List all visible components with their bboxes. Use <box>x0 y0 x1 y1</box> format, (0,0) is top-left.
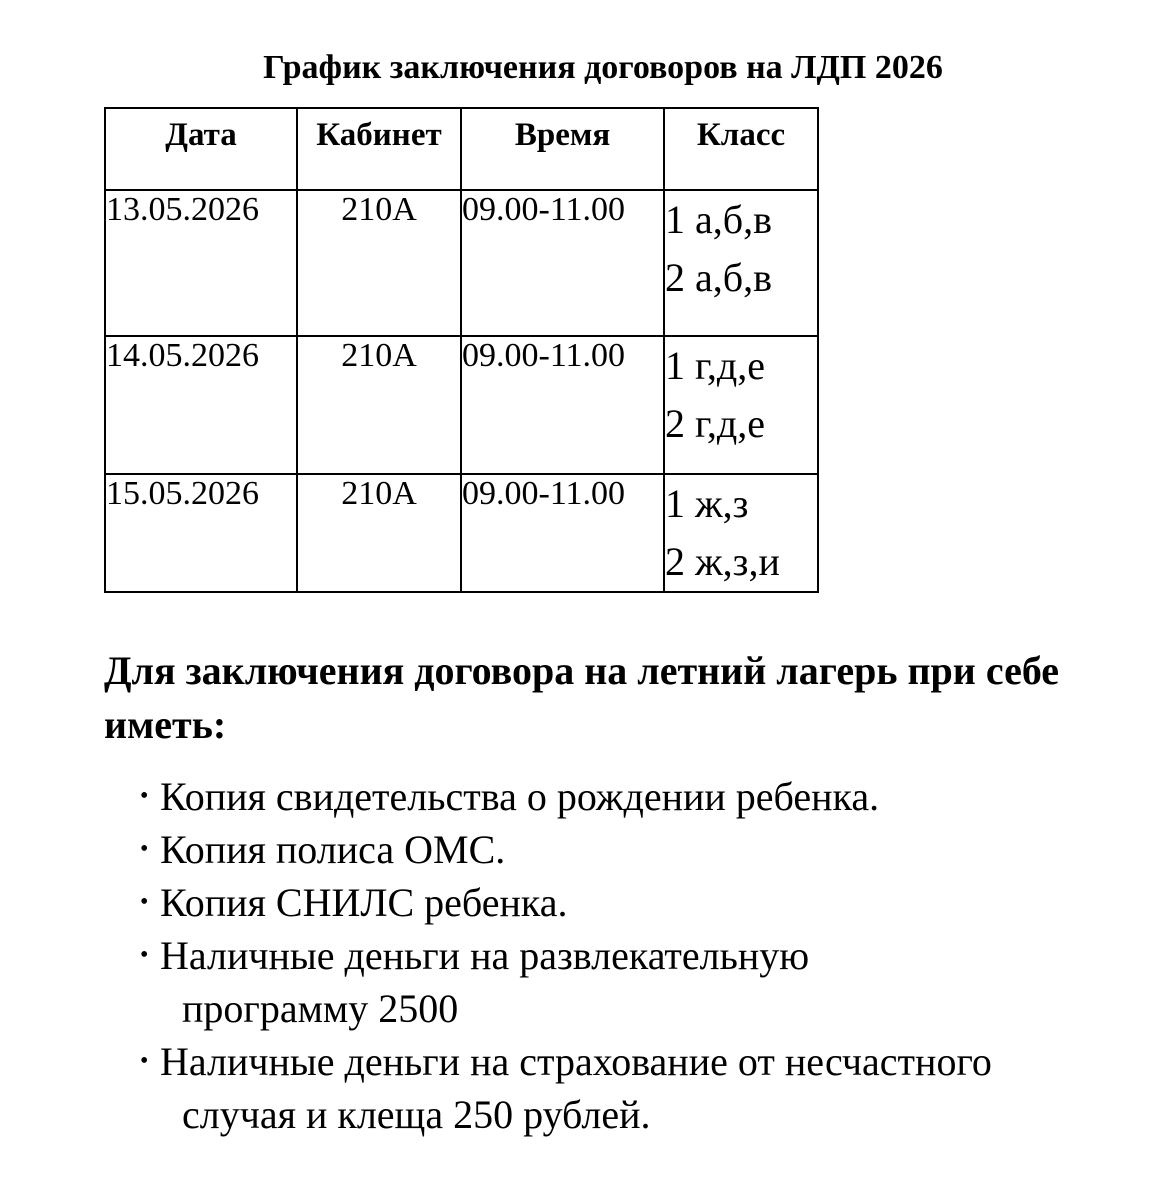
class-line: 1 г,д,е <box>665 343 765 388</box>
list-item-text-continued: программу 2500 <box>182 986 459 1031</box>
header-time: Время <box>461 108 664 190</box>
table-row <box>105 336 818 474</box>
cell-room: 210А <box>297 336 461 474</box>
header-class: Класс <box>664 108 818 190</box>
list-item <box>140 823 1140 876</box>
list-item <box>140 770 1140 823</box>
list-item <box>140 1035 1140 1141</box>
cell-class <box>664 474 818 592</box>
document-title: График заключения договоров на ЛДП 2026 <box>263 49 943 86</box>
class-line: 1 а,б,в <box>665 197 772 242</box>
cell-date: 13.05.2026 <box>105 190 297 336</box>
table-row <box>105 190 818 336</box>
class-line: 2 ж,з,и <box>665 539 780 584</box>
header-date: Дата <box>105 108 297 190</box>
list-item-text: Наличные деньги на развлекательную <box>160 933 810 978</box>
list-item-text: Наличные деньги на страхование от несчастного <box>160 1039 992 1084</box>
requirements-list <box>140 770 1140 1141</box>
cell-time: 09.00-11.00 <box>461 336 664 474</box>
bullet-icon: • <box>140 1048 149 1074</box>
class-line: 2 г,д,е <box>665 401 765 446</box>
bullet-icon: • <box>140 942 149 968</box>
cell-date: 14.05.2026 <box>105 336 297 474</box>
list-item <box>140 876 1140 929</box>
schedule-table <box>104 107 819 593</box>
class-line: 2 а,б,в <box>665 255 772 300</box>
cell-time: 09.00-11.00 <box>461 474 664 592</box>
list-item-text: Копия СНИЛС ребенка. <box>160 880 568 925</box>
bullet-icon: • <box>140 889 149 915</box>
cell-class <box>664 190 818 336</box>
table-header-row <box>105 108 818 190</box>
list-item-text-continued: случая и клеща 250 рублей. <box>182 1092 651 1137</box>
requirements-heading: Для заключения договора на летний лагерь при себе иметь: <box>104 648 1060 747</box>
bullet-icon: • <box>140 836 149 862</box>
cell-room: 210А <box>297 474 461 592</box>
list-item <box>140 929 1140 1035</box>
cell-class <box>664 336 818 474</box>
header-room: Кабинет <box>297 108 461 190</box>
table-row <box>105 474 818 592</box>
cell-room: 210А <box>297 190 461 336</box>
bullet-icon: • <box>140 783 149 809</box>
cell-time: 09.00-11.00 <box>461 190 664 336</box>
class-line: 1 ж,з <box>665 481 749 526</box>
list-item-text: Копия свидетельства о рождении ребенка. <box>160 774 880 819</box>
list-item-text: Копия полиса ОМС. <box>160 827 506 872</box>
cell-date: 15.05.2026 <box>105 474 297 592</box>
